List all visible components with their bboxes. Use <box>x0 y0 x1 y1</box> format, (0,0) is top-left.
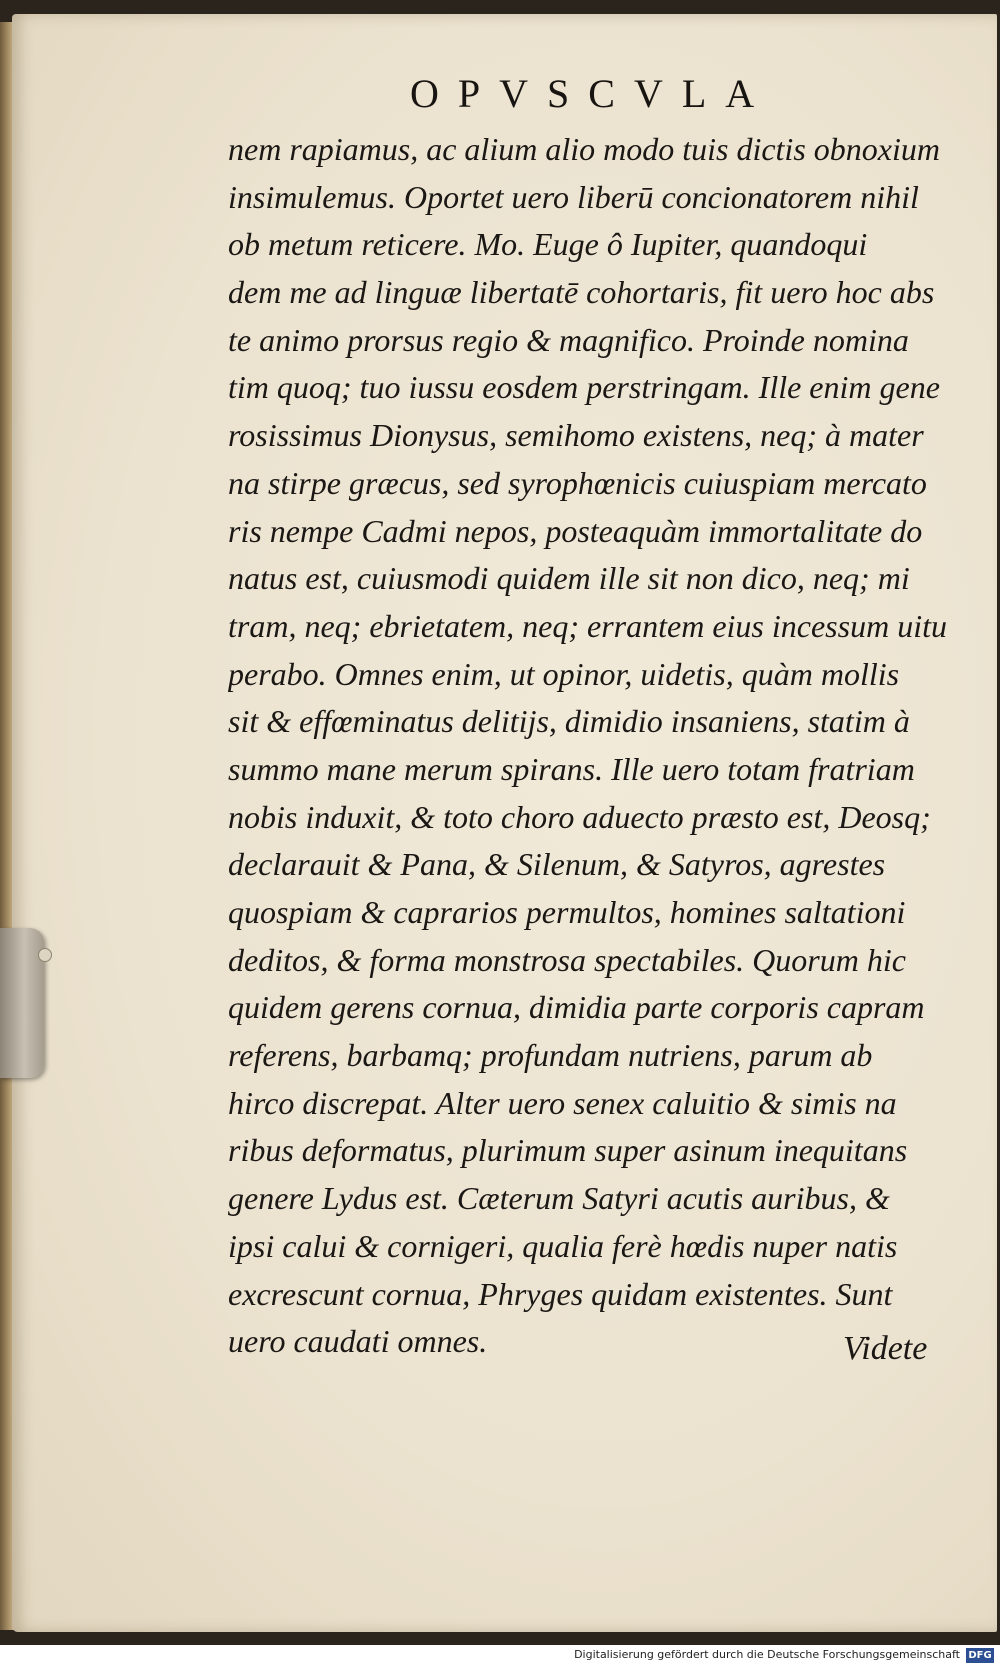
text-line: hirco discrepat. Alter uero senex caluitio & simis na <box>228 1084 897 1121</box>
text-line: nem rapiamus, ac alium alio modo tuis dictis obnoxium <box>228 131 940 167</box>
text-line: genere Lydus est. Cæterum Satyri acutis auribus, & <box>228 1180 890 1217</box>
text-line: quospiam & caprarios permultos, homines saltationi <box>228 894 906 930</box>
text-line: dem me ad linguæ libertatē cohortaris, fit uero hoc abs <box>228 274 935 311</box>
text-line: rosissimus Dionysus, semihomo existens, neq; à mater <box>228 417 924 454</box>
text-line: summo mane merum spirans. Ille uero totam fratriam <box>228 750 915 787</box>
text-line: ob metum reticere. Mo. Euge ô Iupiter, quandoqui <box>228 226 868 263</box>
text-line: deditos, & forma monstrosa spectabiles. Quorum hic <box>228 941 906 978</box>
text-line: ipsi calui & cornigeri, qualia ferè hœdis nuper natis <box>228 1227 898 1264</box>
running-head: OPVSCVLA <box>410 71 774 116</box>
text-line: declarauit & Pana, & Silenum, & Satyros, agrestes <box>228 846 886 883</box>
funding-credit: Digitalisierung gefördert durch die Deutsche Forschungsgemeinschaft <box>574 1648 960 1661</box>
dfg-logo: DFG <box>966 1648 994 1663</box>
text-line: insimulemus. Oportet uero liberū concionatorem nihil <box>228 178 919 215</box>
body-text <box>228 126 973 1366</box>
text-line: tim quoq; tuo iussu eosdem perstringam. Ille enim gene <box>228 369 940 406</box>
text-line: nobis induxit, & toto choro aduecto præsto est, Deosq; <box>228 798 931 835</box>
text-line: tram, neq; ebrietatem, neq; errantem eius incessum uitu <box>228 607 947 644</box>
page-clip <box>0 928 44 1078</box>
text-line: ris nempe Cadmi nepos, posteaquàm immortalitate do <box>228 512 923 549</box>
text-line: sit & effœminatus delitijs, dimidio insaniens, statim à <box>228 703 910 740</box>
catchword: Videte <box>843 1330 928 1367</box>
text-line: excrescunt cornua, Phryges quidam existentes. Sunt <box>228 1275 893 1312</box>
text-line: na stirpe græcus, sed syrophœnicis cuiuspiam mercato <box>228 464 927 501</box>
clip-hole <box>38 948 52 962</box>
text-line: referens, barbamq; profundam nutriens, parum ab <box>228 1037 873 1074</box>
text-line: quidem gerens cornua, dimidia parte corporis capram <box>228 989 925 1026</box>
text-line: te animo prorsus regio & magnifico. Proinde nomina <box>228 321 909 358</box>
text-line: natus est, cuiusmodi quidem ille sit non dico, neq; mi <box>228 560 910 597</box>
text-line: uero caudati omnes. <box>228 1323 488 1360</box>
text-line: perabo. Omnes enim, ut opinor, uidetis, quàm mollis <box>228 655 900 692</box>
text-line: ribus deformatus, plurimum super asinum inequitans <box>228 1132 908 1169</box>
